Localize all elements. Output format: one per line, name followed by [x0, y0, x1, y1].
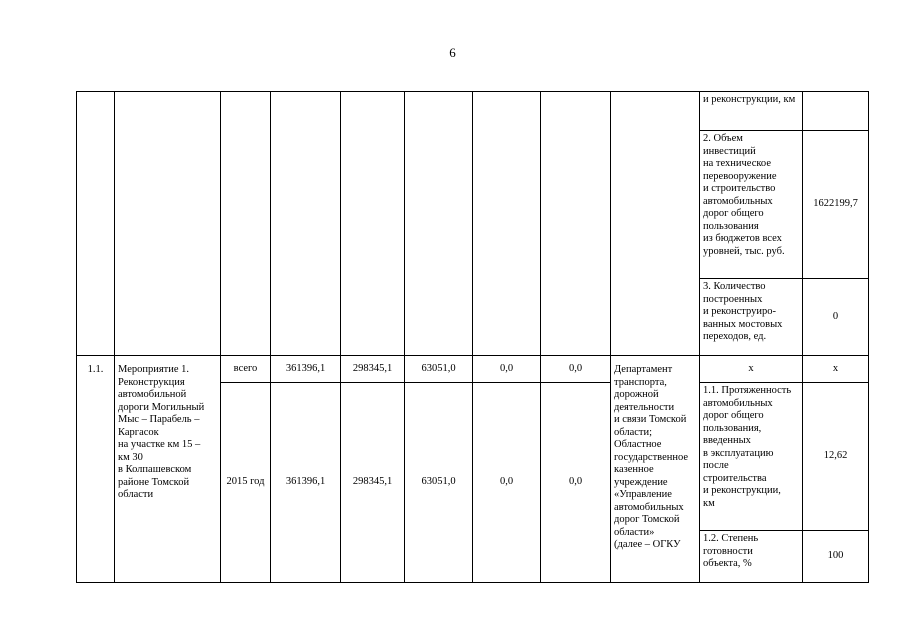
- cell-empty: [473, 92, 541, 356]
- value-cell: 100: [803, 531, 869, 583]
- local-cell: 0,0: [473, 356, 541, 383]
- value-cell: 12,62: [803, 383, 869, 531]
- value-cell: х: [803, 356, 869, 383]
- period-cell: всего: [221, 356, 271, 383]
- cell-empty: [77, 92, 115, 356]
- page-number: 6: [449, 45, 456, 60]
- other-cell: 0,0: [541, 356, 611, 383]
- executor-cell: Департамент транспорта, дорожной деятельности и связи Томской области; Областное государственное казенное учреждение «Управление автомобильных дорог Томской области» (далее – ОГКУ: [611, 356, 700, 583]
- cell-empty: [115, 92, 221, 356]
- cell-empty: [541, 92, 611, 356]
- value-cell: [803, 92, 869, 131]
- value-cell: 0: [803, 279, 869, 356]
- cell-empty: [271, 92, 341, 356]
- indicator-cell: 2. Объем инвестиций на техническое перевооружение и строительство автомобильных дорог общего пользования из бюджетов всех уровней, тыс. руб.: [700, 131, 803, 279]
- total-cell: 361396,1: [271, 356, 341, 383]
- indicator-cell: и реконструкции, км: [700, 92, 803, 131]
- regional-cell: 63051,0: [405, 356, 473, 383]
- cell-empty: [221, 92, 271, 356]
- row-number: 1.1.: [77, 356, 115, 583]
- indicator-cell: 3. Количество построенных и реконструиро- ванных мостовых переходов, ед.: [700, 279, 803, 356]
- cell-empty: [405, 92, 473, 356]
- indicator-cell: 1.2. Степень готовности объекта, %: [700, 531, 803, 583]
- activity-name: Мероприятие 1. Реконструкция автомобильной дороги Могильный Мыс – Парабель – Каргасок на участке км 15 – км 30 в Колпашевском районе Томской области: [115, 356, 221, 583]
- indicator-cell: 1.1. Протяженность автомобильных дорог общего пользования, введенных в эксплуатацию после строительства и реконструкции, км: [700, 383, 803, 531]
- value-cell: 1622199,7: [803, 131, 869, 279]
- local-cell: 0,0: [473, 383, 541, 583]
- cell-empty: [611, 92, 700, 356]
- cell-empty: [341, 92, 405, 356]
- other-cell: 0,0: [541, 383, 611, 583]
- federal-cell: 298345,1: [341, 383, 405, 583]
- federal-cell: 298345,1: [341, 356, 405, 383]
- period-cell: 2015 год: [221, 383, 271, 583]
- program-table: [76, 91, 869, 583]
- regional-cell: 63051,0: [405, 383, 473, 583]
- indicator-cell: х: [700, 356, 803, 383]
- total-cell: 361396,1: [271, 383, 341, 583]
